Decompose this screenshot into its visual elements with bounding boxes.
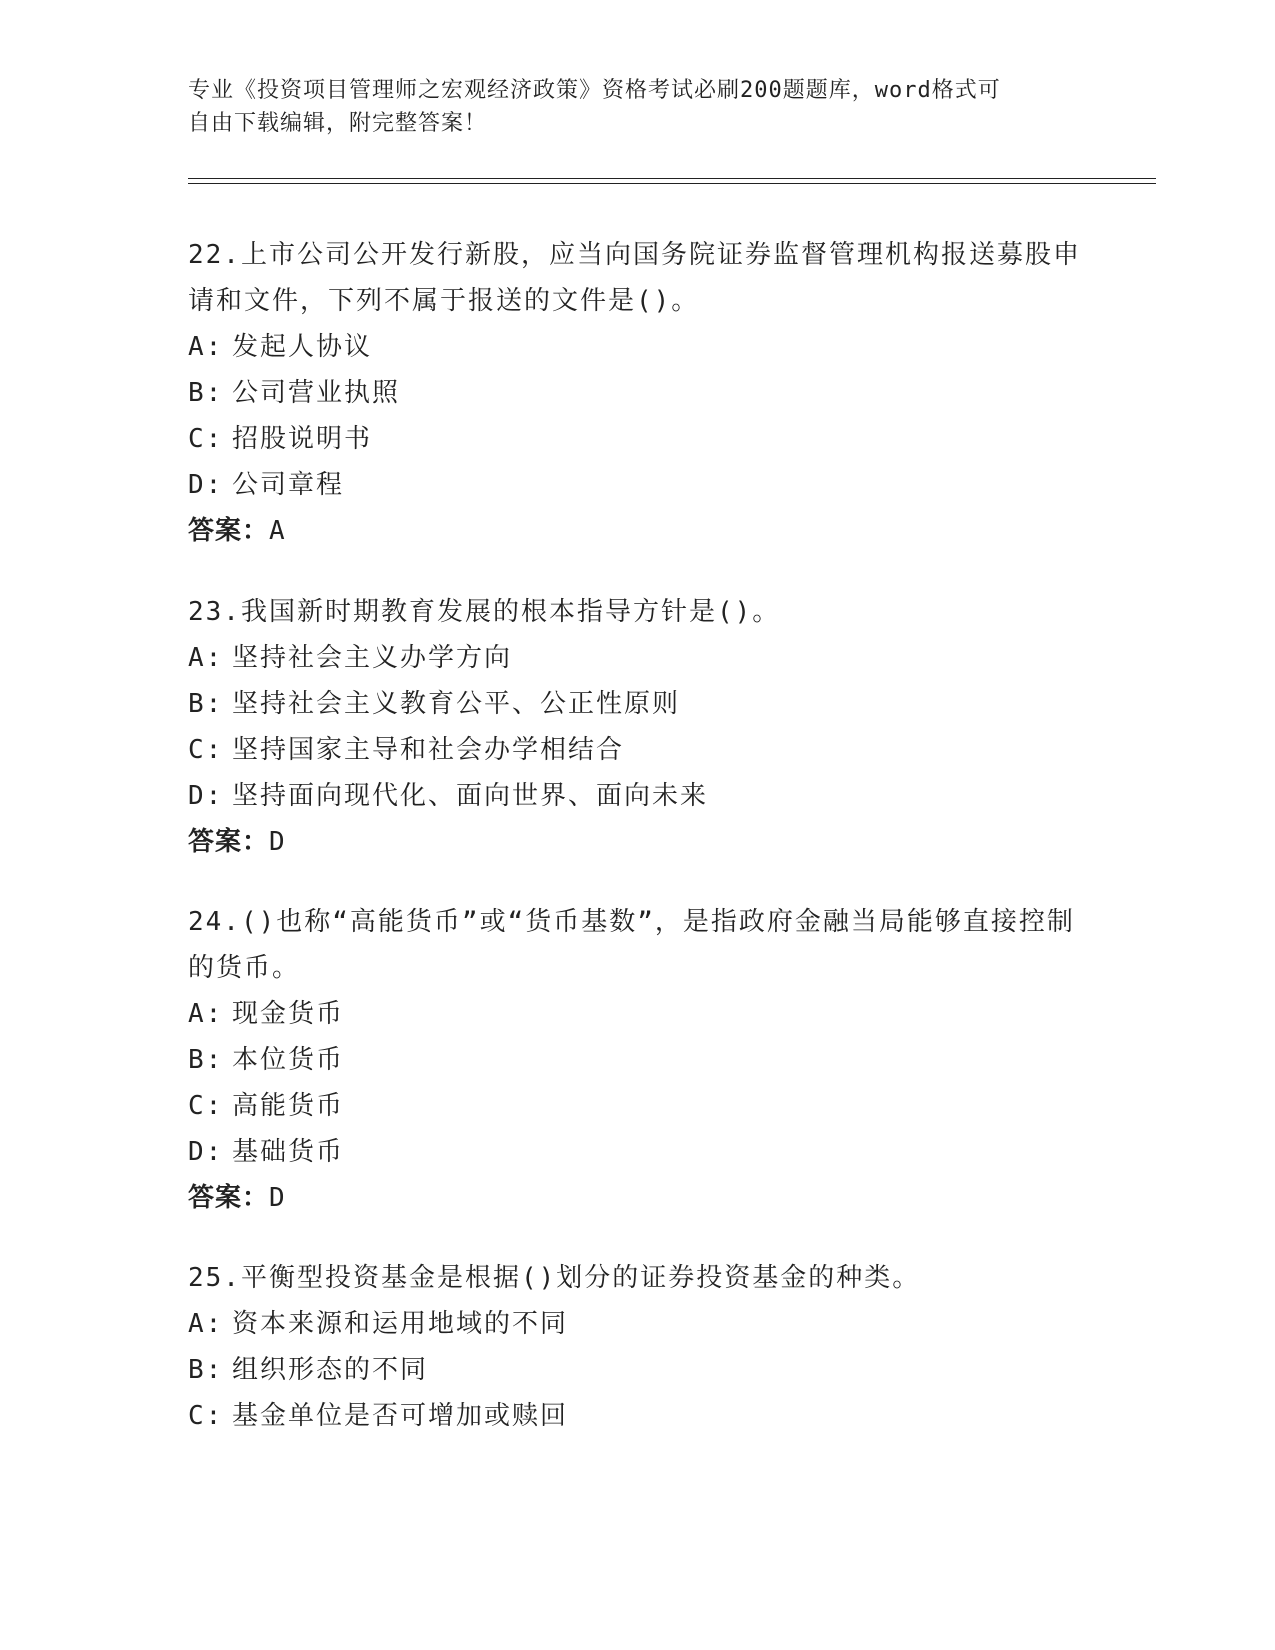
option-a: A: 现金货币 (188, 999, 345, 1029)
header-divider-bottom (188, 183, 1156, 184)
option-d: D: 基础货币 (188, 1137, 345, 1167)
question-text: 25.平衡型投资基金是根据()划分的证券投资基金的种类。 (188, 1263, 921, 1293)
question-text: 24.()也称“高能货币”或“货币基数”，是指政府金融当局能够直接控制的货币。 (188, 907, 1075, 983)
option-c: C: 基金单位是否可增加或赎回 (188, 1401, 569, 1431)
question-25 (188, 1255, 1088, 1439)
option-a: A: 坚持社会主义办学方向 (188, 643, 513, 673)
header-line-1: 专业《投资项目管理师之宏观经济政策》资格考试必刷200题题库，word格式可 (188, 78, 1001, 103)
question-22 (188, 232, 1088, 554)
option-c: C: 招股说明书 (188, 424, 373, 454)
header-divider-top (188, 178, 1156, 179)
question-23 (188, 589, 1088, 865)
option-a: A: 资本来源和运用地域的不同 (188, 1309, 569, 1339)
question-text: 23.我国新时期教育发展的根本指导方针是()。 (188, 597, 781, 627)
header-line-2: 自由下载编辑，附完整答案！ (188, 111, 488, 136)
option-d: D: 坚持面向现代化、面向世界、面向未来 (188, 781, 709, 811)
answer: 答案：D (188, 1183, 286, 1213)
answer: 答案：D (188, 827, 286, 857)
document-header (188, 74, 1088, 140)
answer: 答案：A (188, 516, 286, 546)
question-24 (188, 899, 1088, 1221)
option-d: D: 公司章程 (188, 470, 345, 500)
option-c: C: 高能货币 (188, 1091, 345, 1121)
option-c: C: 坚持国家主导和社会办学相结合 (188, 735, 625, 765)
question-text: 22.上市公司公开发行新股，应当向国务院证券监督管理机构报送募股申请和文件，下列不属于报送的文件是()。 (188, 240, 1081, 316)
option-b: B: 公司营业执照 (188, 378, 401, 408)
option-a: A: 发起人协议 (188, 332, 373, 362)
option-b: B: 本位货币 (188, 1045, 345, 1075)
option-b: B: 坚持社会主义教育公平、公正性原则 (188, 689, 681, 719)
option-b: B: 组织形态的不同 (188, 1355, 429, 1385)
